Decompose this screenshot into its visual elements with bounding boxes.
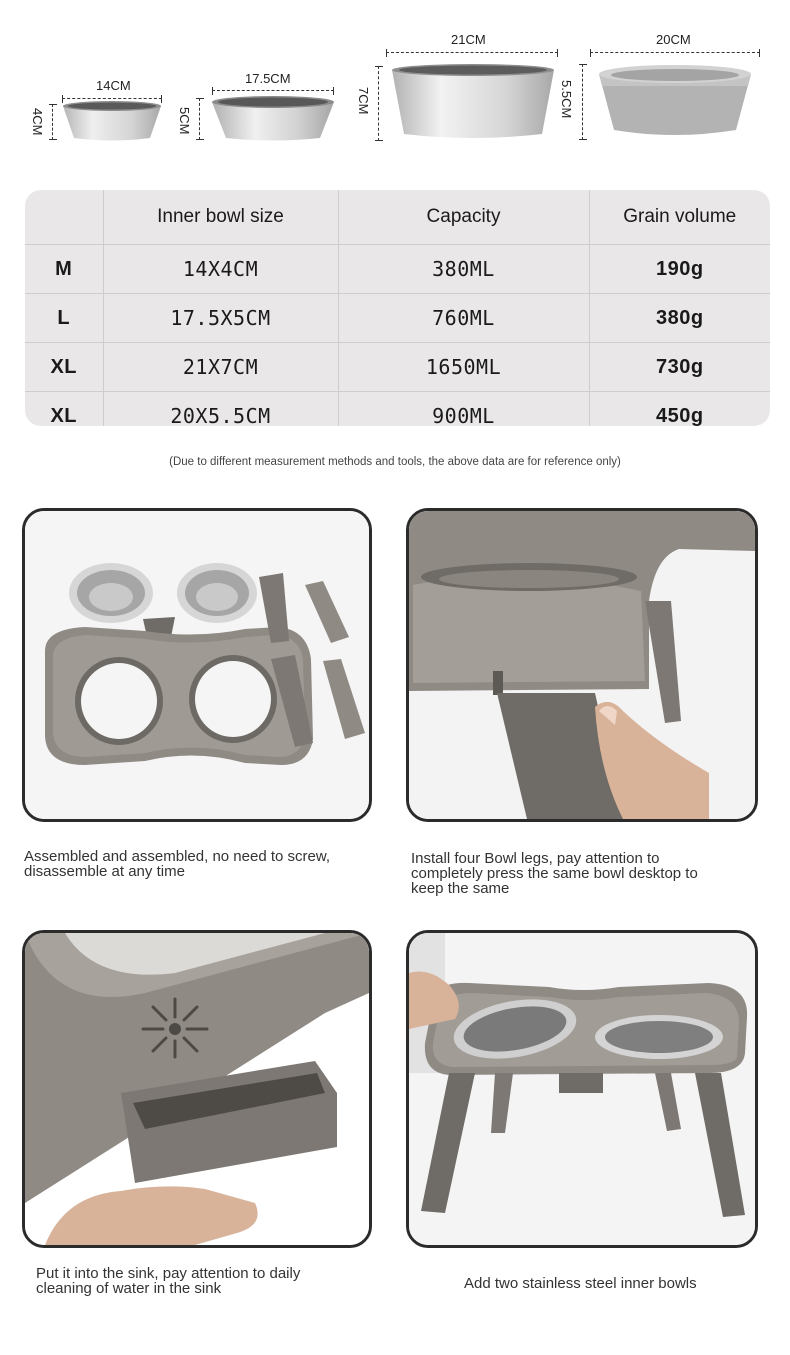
table-row [25, 245, 770, 294]
caption-parts-text: Assembled and assembled, no need to screw, disassemble at any time [24, 848, 331, 880]
size-cell: M [25, 245, 103, 294]
bowl-4-width-line [590, 52, 760, 59]
inner-cell: 17.5X5CM [103, 294, 338, 343]
caption-sink [36, 1266, 300, 1296]
bowl-1-height-line [52, 104, 59, 140]
grain-cell: 380g [589, 294, 770, 343]
bowl-1-height-label: 4CM [30, 108, 45, 136]
size-cell: XL [25, 392, 103, 427]
bowl-4-height-label: 5.5CM [559, 80, 574, 119]
bowl-4-height-line [582, 64, 589, 140]
caption-sink-text: Put it into the sink, pay attention to daily cleaning of water in the sink [36, 1265, 301, 1297]
inner-cell: 14X4CM [103, 245, 338, 294]
bowl-3-image [388, 62, 558, 142]
bowl-2-width-label: 17.5CM [245, 71, 291, 86]
grain-cell: 730g [589, 343, 770, 392]
sink-illustration [25, 933, 369, 1245]
bowl-3-height-line [378, 66, 385, 141]
photo-bowls [406, 930, 758, 1248]
grain-cell: 190g [589, 245, 770, 294]
bowl-4-image [596, 64, 754, 140]
table-header-size [25, 190, 103, 245]
bowl-2-height-line [199, 98, 206, 140]
caption-parts [24, 849, 330, 879]
photo-sink [22, 930, 372, 1248]
caption-legs-text: Install four Bowl legs, pay attention to completely press the same bowl desktop to keep the same [411, 850, 698, 897]
caption-legs [411, 851, 698, 896]
grain-cell: 450g [655, 404, 704, 426]
caption-bowls [464, 1276, 697, 1291]
size-cell: L [25, 294, 103, 343]
table-header-capacity: Capacity [338, 190, 589, 245]
bowl-4-width-label: 20CM [656, 32, 691, 47]
bowl-3-width-label: 21CM [451, 32, 486, 47]
capacity-cell: 900ML [338, 392, 589, 427]
capacity-cell: 1650ML [338, 343, 589, 392]
bowl-3-width-line [386, 52, 558, 59]
bowl-1-image [60, 100, 164, 142]
photo-legs [406, 508, 758, 822]
table-row [25, 294, 770, 343]
table-row [25, 343, 770, 392]
table-row [25, 392, 770, 427]
bowl-2-height-label: 5CM [177, 107, 192, 135]
size-table [25, 190, 770, 426]
inner-cell: 21X7CM [103, 343, 338, 392]
capacity-cell: 380ML [338, 245, 589, 294]
parts-illustration [25, 511, 369, 819]
photo-parts [22, 508, 372, 822]
reference-note: (Due to different measurement methods and tools, the above data are for reference only) [169, 456, 621, 468]
legs-illustration [409, 511, 755, 819]
table-header-inner: Inner bowl size [103, 190, 338, 245]
inner-cell: 20X5.5CM [103, 392, 338, 427]
bowl-2-image [209, 94, 337, 142]
size-cell: XL [25, 343, 103, 392]
table-header-row [25, 190, 770, 245]
bowl-3-height-label: 7CM [356, 87, 371, 115]
bowls-illustration [409, 933, 755, 1245]
caption-bowls-text: Add two stainless steel inner bowls [464, 1275, 697, 1292]
table-header-grain: Grain volume [589, 190, 770, 245]
bowl-1-width-label: 14CM [96, 78, 131, 93]
capacity-cell: 760ML [338, 294, 589, 343]
